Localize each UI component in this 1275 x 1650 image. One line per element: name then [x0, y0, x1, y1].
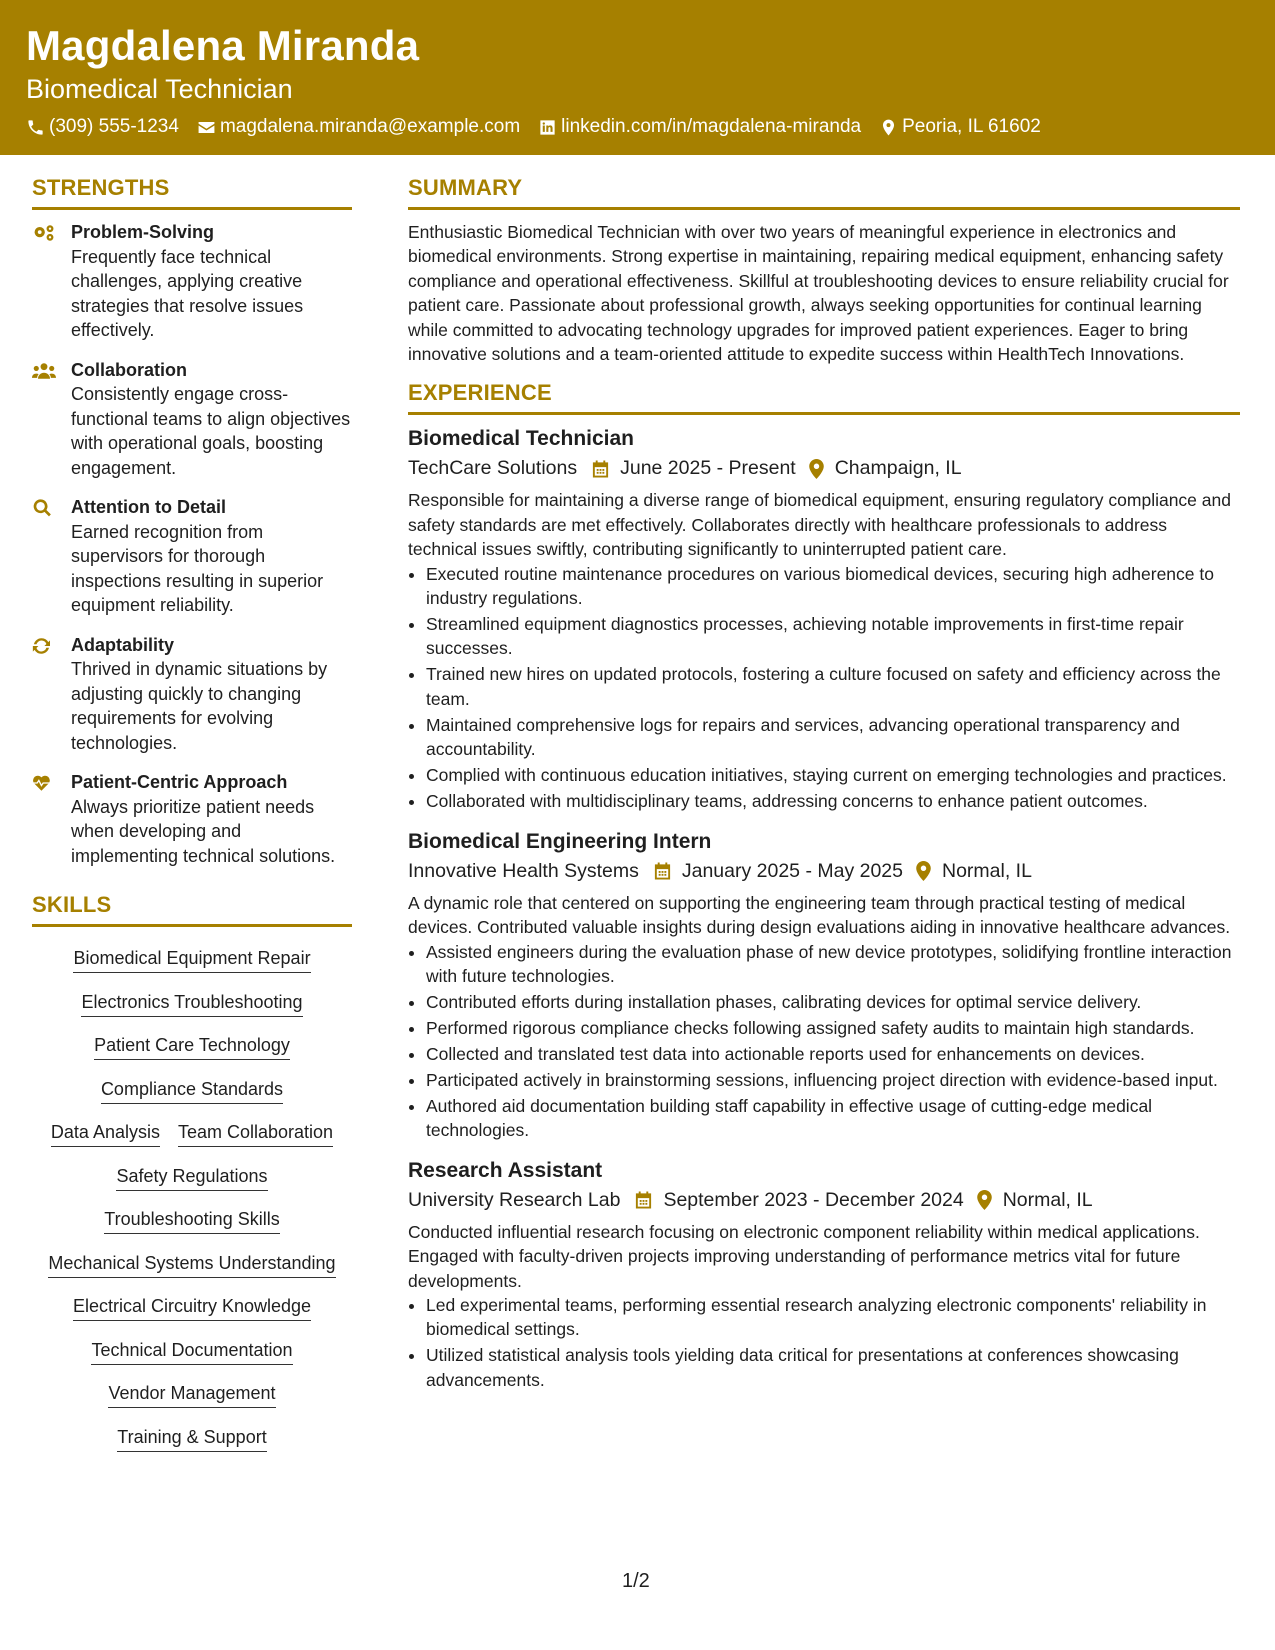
list-item: • Led experimental teams, performing essential research analyzing electronic components' reliability in biomedical settings.	[426, 1293, 1240, 1342]
job-location: Normal, IL	[1002, 1188, 1093, 1211]
job-bullets	[408, 562, 1240, 814]
experience-heading: EXPERIENCE	[408, 380, 1240, 415]
job-entry	[408, 425, 1240, 813]
strengths-heading: STRENGTHS	[32, 175, 352, 210]
skill-tag: Biomedical Equipment Repair	[73, 946, 310, 973]
job-company: TechCare Solutions	[408, 457, 578, 480]
phone-text: (309) 555-1234	[49, 116, 179, 137]
job-description: Conducted influential research focusing on electronic component reliability within medical applications. Engaged with faculty-driven projects improving understanding of performance metrics vital for future developments.	[408, 1221, 1200, 1291]
job-description: Responsible for maintaining a diverse range of biomedical equipment, ensuring regulatory compliance and safety standards are met effectively. Collaborates directly with healthcare professionals to address technical issues swiftly, contributing significantly to uninterrupted patient care.	[408, 490, 1231, 560]
list-item: • Contributed efforts during installation phases, calibrating devices for optimal service delivery.	[426, 990, 1240, 1014]
strength-desc: Thrived in dynamic situations by adjusting quickly to changing requirements for evolving technologies.	[71, 659, 328, 753]
candidate-name: Magdalena Miranda	[26, 22, 420, 69]
sync-icon	[32, 636, 56, 656]
map-pin-icon	[808, 459, 825, 479]
skill-tag: Mechanical Systems Understanding	[48, 1251, 335, 1278]
job-description: A dynamic role that centered on supporting the engineering team through practical testing of medical devices. Contributed valuable insights during design evaluations aiding in innovative healthcare advances.	[408, 892, 1231, 938]
contact-location	[879, 116, 1041, 138]
job-meta	[408, 457, 1240, 480]
skills-section	[32, 892, 352, 1461]
job-company: Innovative Health Systems	[408, 859, 639, 882]
job-title: Research Assistant	[408, 1158, 603, 1182]
skill-tag: Team Collaboration	[178, 1120, 333, 1147]
summary-text: Enthusiastic Biomedical Technician with over two years of meaningful experience in electronics and biomedical environments. Strong expertise in maintaining, repairing medical equipment, enhancing safety compliance and operational effectiveness. Skillful at troubleshooting devices to ensure reliability crucial for patient care. Passionate about professional growth, always seeking opportunities for continual learning while committed to advocating technology upgrades for improved patient experiences. Eager to bring innovative solutions and a team-oriented attitude to expedite success within HealthTech Innovations.	[408, 222, 1229, 365]
skill-tag: Compliance Standards	[101, 1077, 283, 1104]
strength-title: Adaptability	[71, 634, 175, 655]
list-item: • Utilized statistical analysis tools yielding data critical for presentations at conferences showcasing advancements.	[426, 1343, 1240, 1392]
candidate-title: Biomedical Technician	[26, 74, 293, 104]
skill-tag: Electrical Circuitry Knowledge	[73, 1294, 311, 1321]
list-item: • Streamlined equipment diagnostics processes, achieving notable improvements in first-time repair successes.	[426, 612, 1240, 661]
strength-desc: Earned recognition from supervisors for thorough inspections resulting in superior equipment reliability.	[71, 521, 324, 615]
strength-desc: Consistently engage cross-functional teams to align objectives with operational goals, boosting engagement.	[71, 384, 351, 478]
skill-tag: Training & Support	[117, 1425, 266, 1452]
summary-heading: SUMMARY	[408, 175, 1240, 210]
list-item: • Executed routine maintenance procedures on various biomedical devices, securing high adherence to industry regulations.	[426, 562, 1240, 611]
skill-tag: Data Analysis	[51, 1120, 160, 1147]
linkedin-text: linkedin.com/in/magdalena-miranda	[561, 116, 862, 137]
list-item: • Assisted engineers during the evaluation phase of new device prototypes, solidifying frontline interaction with future technologies.	[426, 940, 1240, 989]
job-meta	[408, 1189, 1240, 1212]
list-item: • Maintained comprehensive logs for repairs and services, advancing operational transparency and accountability.	[426, 713, 1240, 762]
list-item: • Authored aid documentation building staff capability in effective usage of cutting-edge medical technologies.	[426, 1094, 1240, 1143]
skill-tag: Patient Care Technology	[94, 1033, 290, 1060]
location-text: Peoria, IL 61602	[902, 116, 1041, 137]
strength-desc: Always prioritize patient needs when developing and implementing technical solutions.	[71, 796, 336, 866]
contact-email[interactable]	[197, 116, 520, 138]
map-pin-icon	[915, 861, 932, 881]
job-bullets	[408, 1293, 1240, 1392]
strength-item	[32, 220, 352, 343]
linkedin-icon	[538, 118, 557, 137]
skill-tag: Electronics Troubleshooting	[81, 990, 302, 1017]
strength-title: Attention to Detail	[71, 497, 226, 517]
strength-item	[32, 633, 352, 756]
calendar-icon	[653, 861, 672, 881]
left-column	[32, 175, 352, 1461]
job-title: Biomedical Technician	[408, 427, 635, 451]
job-dates: January 2025 - May 2025	[681, 859, 903, 882]
job-dates: June 2025 - Present	[620, 457, 796, 480]
email-text: magdalena.miranda@example.com	[219, 116, 521, 137]
list-item: • Performed rigorous compliance checks following assigned safety audits to maintain high standards.	[426, 1016, 1240, 1040]
resume-header	[0, 0, 1275, 155]
job-title: Biomedical Engineering Intern	[408, 829, 712, 853]
job-entry	[408, 1157, 1240, 1392]
job-location: Champaign, IL	[834, 457, 962, 480]
calendar-icon	[634, 1190, 653, 1210]
job-company: University Research Lab	[408, 1188, 621, 1211]
skills-list	[32, 937, 352, 1461]
users-icon	[32, 361, 56, 381]
list-item: • Collected and translated test data into actionable reports used for enhancements on devices.	[426, 1042, 1240, 1066]
contact-linkedin[interactable]	[538, 116, 861, 138]
list-item: • Complied with continuous education initiatives, staying current on emerging technologies and practices.	[426, 763, 1240, 787]
strength-desc: Frequently face technical challenges, applying creative strategies that resolve issues effectively.	[71, 246, 304, 340]
heart-pulse-icon	[32, 773, 56, 793]
job-dates: September 2023 - December 2024	[663, 1188, 964, 1211]
contact-phone[interactable]	[26, 116, 179, 138]
job-bullets	[408, 940, 1240, 1143]
page-number: 1/2	[622, 1570, 650, 1592]
strength-title: Patient-Centric Approach	[71, 772, 288, 792]
strength-item	[32, 770, 352, 868]
calendar-icon	[591, 459, 610, 479]
strength-title: Collaboration	[71, 359, 187, 380]
strength-item	[32, 358, 352, 481]
envelope-icon	[197, 118, 216, 137]
map-pin-icon	[879, 118, 898, 137]
list-item: • Collaborated with multidisciplinary teams, addressing concerns to enhance patient outcomes.	[426, 789, 1240, 813]
strength-title: Problem-Solving	[71, 222, 215, 242]
map-pin-icon	[976, 1190, 993, 1210]
skill-tag: Troubleshooting Skills	[104, 1207, 279, 1234]
list-item: • Participated actively in brainstorming sessions, influencing project direction with evidence-based input.	[426, 1068, 1240, 1092]
job-entry	[408, 828, 1240, 1143]
list-item: • Trained new hires on updated protocols, fostering a culture focused on safety and efficiency across the team.	[426, 662, 1240, 711]
search-icon	[32, 498, 56, 518]
right-column	[408, 175, 1240, 1406]
contact-bar	[26, 116, 1059, 138]
skill-tag: Safety Regulations	[116, 1164, 267, 1191]
gears-icon	[32, 223, 56, 243]
skills-heading: SKILLS	[32, 892, 352, 927]
strength-item	[32, 495, 352, 618]
job-meta	[408, 860, 1240, 883]
job-location: Normal, IL	[942, 859, 1032, 882]
skill-tag: Technical Documentation	[91, 1338, 292, 1365]
phone-icon	[26, 118, 45, 137]
skill-tag: Vendor Management	[108, 1381, 275, 1408]
